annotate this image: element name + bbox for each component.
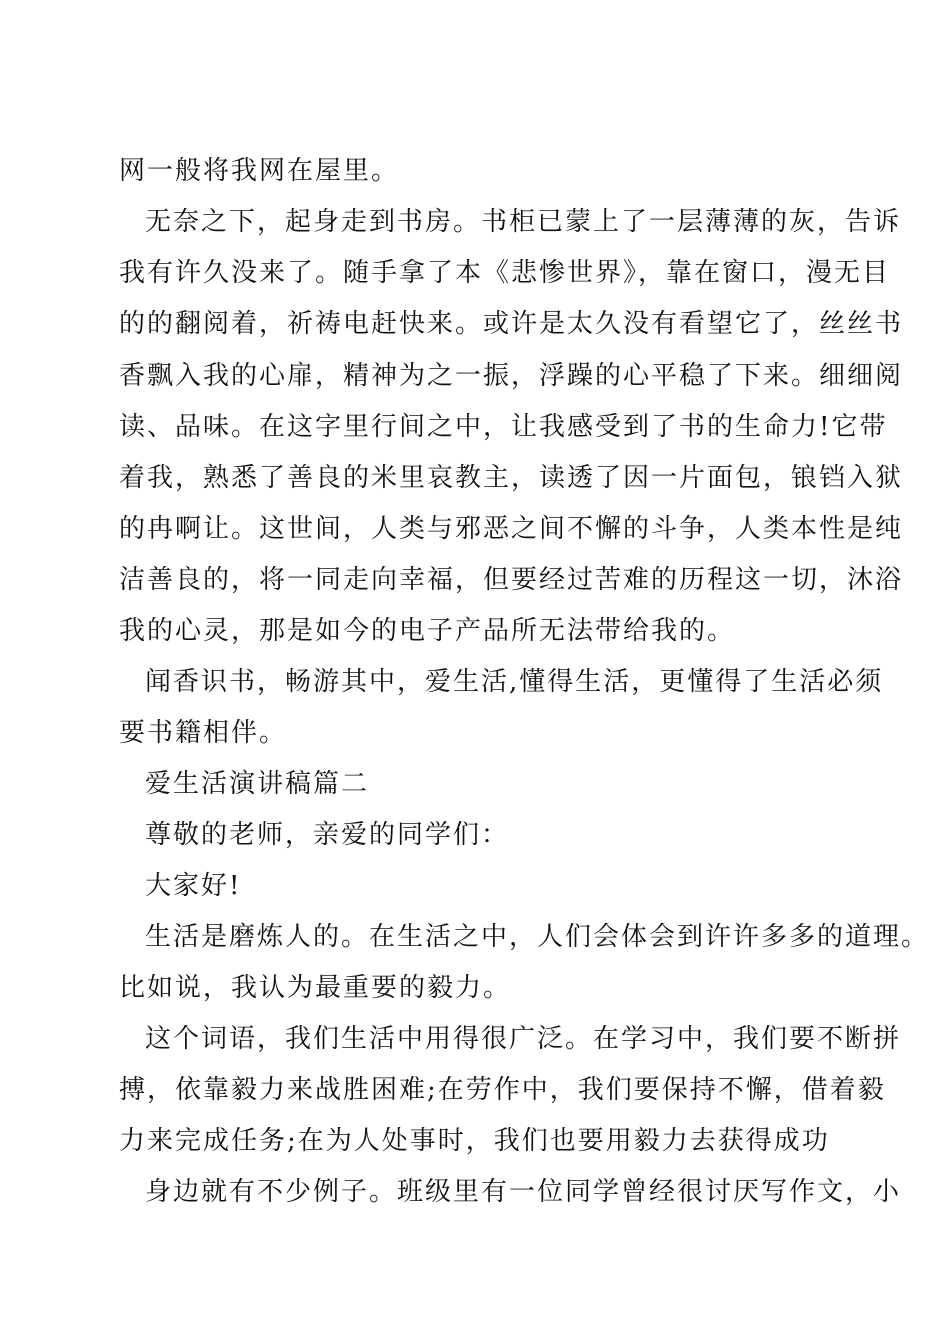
greeting: 大家好! xyxy=(145,871,242,901)
text-line: 我有许久没来了。随手拿了本《悲惨世界》，靠在窗口，漫无目 xyxy=(119,258,891,288)
salutation: 尊敬的老师，亲爱的同学们： xyxy=(145,820,510,850)
text-line: 这个词语，我们生活中用得很广泛。在学习中，我们要不断拼 xyxy=(145,1024,902,1054)
text-line: 读、品味。在这字里行间之中，让我感受到了书的生命力!它带 xyxy=(119,412,888,442)
section-heading: 爱生活演讲稿篇二 xyxy=(145,769,370,799)
text-line: 无奈之下，起身走到书房。书柜已蒙上了一层薄薄的灰，告诉 xyxy=(145,207,902,237)
text-line: 力来完成任务;在为人处事时，我们也要用毅力去获得成功 xyxy=(119,1126,830,1156)
text-line: 着我，熟悉了善良的米里哀教主，读透了因一片面包，锒铛入狱 xyxy=(119,463,904,493)
text-line: 闻香识书，畅游其中，爱生活,懂得生活，更懂得了生活必须 xyxy=(145,667,884,697)
text-line: 网一般将我网在屋里。 xyxy=(119,156,400,186)
text-line: 生活是磨炼人的。在生活之中，人们会体会到许许多多的道理。 xyxy=(145,922,930,952)
text-line: 香飘入我的心扉，精神为之一振，浮躁的心平稳了下来。细细阅 xyxy=(119,361,904,391)
text-line: 我的心灵，那是如今的电子产品所无法带给我的。 xyxy=(119,616,736,646)
text-line: 要书籍相伴。 xyxy=(119,718,288,748)
text-line: 比如说，我认为最重要的毅力。 xyxy=(119,973,512,1003)
text-line: 洁善良的，将一同走向幸福，但要经过苦难的历程这一切，沐浴 xyxy=(119,565,904,595)
text-line: 的的翻阅着，祈祷电赶快来。或许是太久没有看望它了，丝丝书 xyxy=(119,309,904,339)
text-line: 身边就有不少例子。班级里有一位同学曾经很讨厌写作文，小 xyxy=(145,1177,902,1207)
text-line: 搏，依靠毅力来战胜困难;在劳作中，我们要保持不懈，借着毅 xyxy=(119,1075,886,1105)
text-line: 的冉啊让。这世间，人类与邪恶之间不懈的斗争，人类本性是纯 xyxy=(119,514,904,544)
